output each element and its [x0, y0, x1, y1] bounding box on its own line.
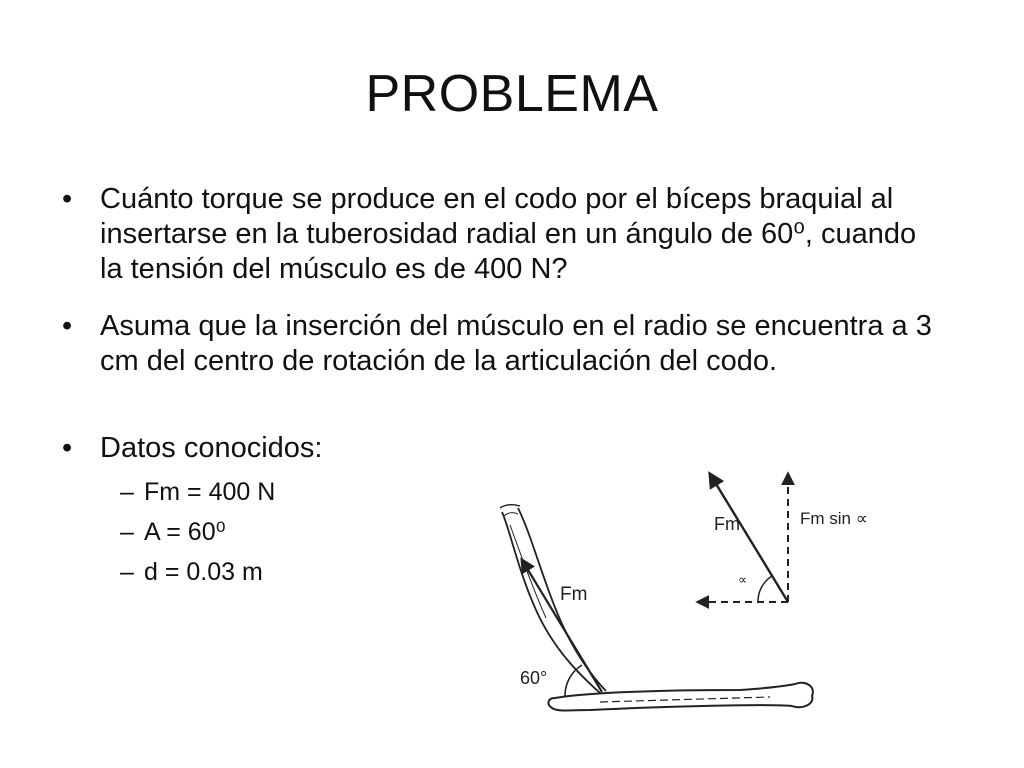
arm-force-label	[560, 584, 587, 605]
vector-force-label-text: Fm	[714, 514, 740, 534]
bullet-known-data-text: Datos conocidos:	[100, 432, 323, 464]
known-data-force-text: Fm = 400 N	[144, 478, 276, 506]
alpha-angle-arc-icon	[758, 576, 772, 602]
bullet-question	[62, 182, 932, 287]
arm-force-label-text: Fm	[560, 584, 588, 605]
bullet-assumption-text: Asuma que la inserción del músculo en el radio se encuentra a 3 cm del centro de rotación de la articulación del codo.	[100, 310, 932, 377]
bullet-marker: •	[62, 310, 73, 342]
angle-arc-icon	[565, 665, 582, 696]
arm-angle-label-text: 60°	[520, 668, 548, 688]
bullet-question-text: Cuánto torque se produce en el codo por el bíceps braquial al insertarse en la tuberosidad radial en un ángulo de 60⁰, cuando la tensión del músculo es de 400 N?	[100, 183, 917, 285]
vector-angle-label	[738, 572, 747, 587]
resultant-force-arrow-icon	[710, 474, 788, 602]
vector-force-label	[714, 514, 740, 534]
vector-angle-label-text: ∝	[738, 572, 748, 587]
vector-component-label	[800, 509, 868, 528]
slide-title: PROBLEMA	[365, 65, 659, 123]
dash-marker: –	[120, 518, 134, 546]
biceps-torque-figure	[470, 460, 910, 760]
known-data-distance-text: d = 0.03 m	[144, 558, 263, 586]
forearm-bone-icon	[548, 683, 812, 711]
dash-marker: –	[120, 478, 134, 506]
dash-marker: –	[120, 558, 134, 586]
bullet-marker: •	[62, 432, 73, 464]
biceps-muscle-icon	[500, 505, 606, 693]
vector-diagram	[698, 474, 868, 602]
bullet-assumption	[62, 309, 932, 379]
vector-component-label-text: Fm sin ∝	[800, 509, 868, 528]
arm-angle-label	[520, 668, 547, 688]
bullet-marker: •	[62, 183, 73, 215]
known-data-angle-text: A = 60⁰	[144, 518, 226, 546]
